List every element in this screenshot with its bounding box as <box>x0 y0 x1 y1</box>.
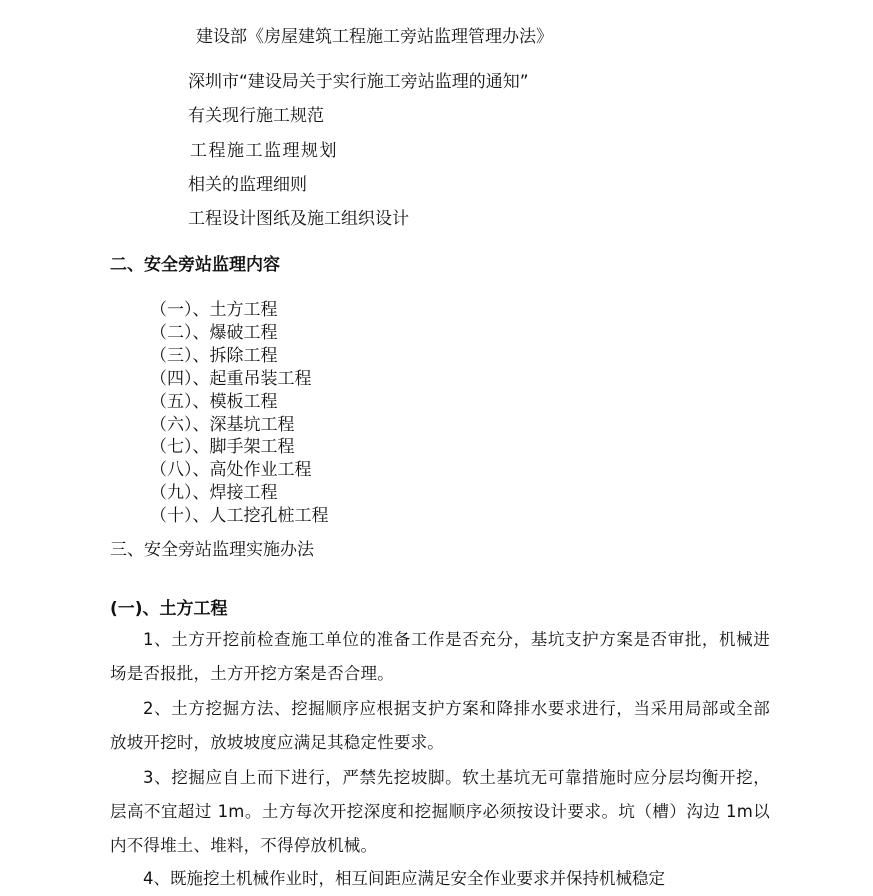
section-heading: 三、安全旁站监理实施办法 <box>110 540 314 560</box>
subsection-heading: (一)、土方工程 <box>110 599 228 619</box>
list-item: （一）、土方工程 <box>150 300 278 320</box>
list-item: （四）、起重吊装工程 <box>150 369 312 389</box>
reference-item: 相关的监理细则 <box>188 175 307 195</box>
list-item: （二）、爆破工程 <box>150 323 278 343</box>
paragraph: 2、土方挖掘方法、挖掘顺序应根据支护方案和降排水要求进行，当采用局部或全部放坡开挖时，放坡坡度应满足其稳定性要求。 <box>110 699 770 752</box>
reference-item: 深圳市“建设局关于实行施工旁站监理的通知” <box>188 72 529 92</box>
list-item: （九）、焊接工程 <box>150 483 278 503</box>
paragraph: 1、土方开挖前检查施工单位的准备工作是否充分，基坑支护方案是否审批，机械进场是否报批，土方开挖方案是否合理。 <box>110 630 770 683</box>
list-item: （三）、拆除工程 <box>150 346 278 366</box>
paragraph: 3、挖掘应自上而下进行，严禁先挖坡脚。软土基坑无可靠措施时应分层均衡开挖，层高不宜超过 1m。土方每次开挖深度和挖掘顺序必须按设计要求。坑（槽）沟边 1m以内不得堆土、堆料，不得停放机械。 <box>110 768 770 855</box>
list-item: （十）、人工挖孔桩工程 <box>150 506 329 526</box>
list-item: （五）、模板工程 <box>150 392 278 412</box>
section-heading: 二、安全旁站监理内容 <box>110 255 280 275</box>
reference-item: 有关现行施工规范 <box>188 106 324 126</box>
list-item: （六）、深基坑工程 <box>150 415 295 435</box>
list-item: （八）、高处作业工程 <box>150 460 312 480</box>
reference-item: 工程施工监理规划 <box>190 141 338 161</box>
reference-item: 工程设计图纸及施工组织设计 <box>188 209 409 229</box>
reference-item: 建设部《房屋建筑工程施工旁站监理管理办法》 <box>196 27 553 47</box>
list-item: （七）、脚手架工程 <box>150 437 295 457</box>
paragraph-cut-off: 4、既施挖土机械作业时，相互间距应满足安全作业要求并保持机械稳定 <box>143 869 665 888</box>
